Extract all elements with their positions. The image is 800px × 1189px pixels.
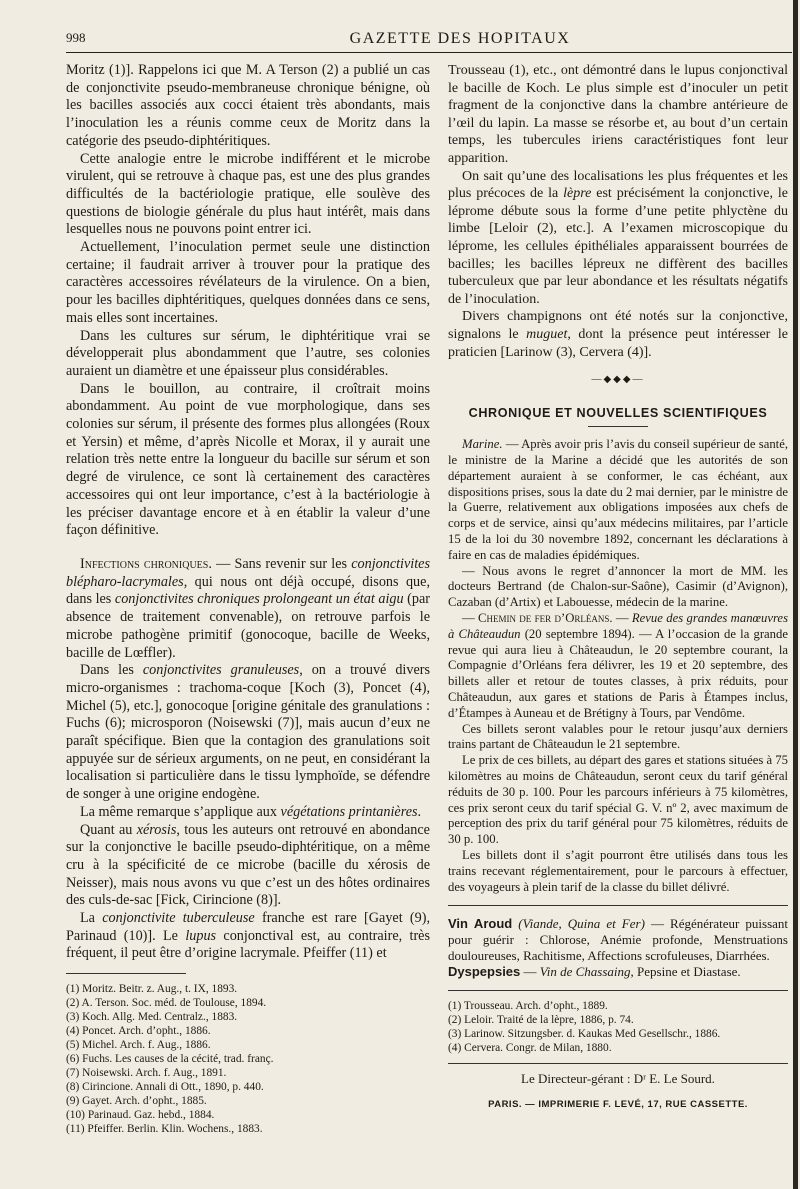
text-run: — — [612, 611, 632, 626]
section-ornament: —◆◆◆— — [591, 374, 645, 386]
footnote: (8) Cirincione. Annali di Ott., 1890, p. 440. — [66, 1081, 264, 1094]
text-run: — Sans revenir sur les — [211, 555, 352, 572]
paragraph: Ces billets seront valables pour le retour jusqu’aux derniers trains partant de Châteaudun le 21 septembre. — [448, 721, 788, 752]
text-run: — — [520, 964, 540, 980]
printer-imprint: PARIS. — IMPRIMERIE F. LEVÉ, 17, RUE CASSETTE. — [488, 1098, 748, 1110]
ad-title: Dyspepsies — [448, 964, 521, 980]
footnote: (5) Michel. Arch. f. Aug., 1886. — [66, 1039, 211, 1052]
section-lead: Infections chroniques. — [80, 555, 212, 572]
footnote: (1) Moritz. Beitr. z. Aug., t. IX, 1893. — [66, 983, 238, 996]
footnote-rule — [448, 990, 788, 991]
text-run: Quant au — [80, 821, 137, 838]
advertisements — [448, 905, 788, 980]
footnote: (4) Cervera. Congr. de Milan, 1880. — [448, 1042, 612, 1055]
text-run: , dont la présence peut intéresser le praticien [Larinow (3), Cervera (4)]. — [448, 326, 789, 360]
binding-edge — [793, 0, 798, 1189]
news-item-marine — [448, 437, 788, 563]
text-run: — Après avoir pris l’avis du conseil supérieur de santé, le ministre de la Marine a décidé que les autorités de son département auraient à se conformer, le cas échéant, aux dispositions prises, sous la date du 2 mai dernier, par le ministre de la Guerre, relativement aux obligations imposées aux chefs de corps et de service, ainsi qu’aux médecins militaires, par l’article 15 de la loi du 30 novembre 1892, concernant les déclarations à faire en cas de maladies épidémiques. — [448, 437, 788, 562]
footnote: (9) Gayet. Arch. d’opht., 1885. — [66, 1095, 207, 1108]
news-lead: — Chemin de fer d’Orléans. — [462, 611, 613, 626]
paragraph-infections-chroniques — [66, 556, 430, 662]
text-run: — Régénérateur puissant pour guérir : Chlorose, Anémie profonde, Menstruations douloureuses, Rachitisme, Affections scrofuleuses, Diarrhées. — [448, 916, 789, 964]
paragraph — [66, 804, 430, 822]
ad-vin-aroud — [448, 916, 788, 964]
paragraph — [66, 822, 430, 911]
text-run: On sait qu’une des localisations les plus fréquentes et les plus précoces de la — [448, 168, 788, 202]
paragraph — [448, 168, 788, 309]
footnote-rule — [66, 973, 186, 974]
footnote: (7) Noisewski. Arch. f. Aug., 1891. — [66, 1067, 227, 1080]
text-run: Divers champignons ont été notés sur la conjonctive, signalons le — [448, 309, 788, 342]
italic-term: (Viande, Quina et Fer) — [512, 916, 645, 932]
paragraph: Les billets dont il s’agit pourront être utilisés dans tous les trains recevant réglementairement, pour le parcours à effectuer, des voyageurs à plein tarif de la classe du billet délivré. — [448, 848, 788, 894]
paragraph: Moritz (1)]. Rappelons ici que M. A Terson (2) a publié un cas de conjonctivite pseudo-membraneuse chronique bénigne, où les bacilles associés aux cocci étaient très abondants, mais l’inoculation les a réunis comme ceux de Moritz dans la catégorie des pseudo-diphtéritiques. — [66, 62, 430, 149]
italic-term: conjonctivite tuberculeuse — [102, 910, 255, 927]
italic-term: conjonctivites granuleuses — [142, 662, 300, 679]
paragraph — [448, 308, 788, 361]
text-run: La même remarque s’applique aux — [80, 803, 281, 820]
italic-term: lèpre — [563, 186, 592, 202]
text-run: , on a trouvé divers micro-organismes : trachoma-coque [Koch (3), Poncet (4), Michel (5), etc.], gonocoque [origine génitale des granulations : Fuchs (6); microsporon (Noisewski (7)], mais aucun d’eux ne paraît spécifique. Bien que la contagion des granulations soit appuyée sur de sérieux arguments, on ne peut, en considérant la localisation si particulière dans le tissu lymphoïde, se défendre de songer à une origine endogène. — [66, 662, 430, 803]
footnote: (10) Parinaud. Gaz. hebd., 1884. — [66, 1109, 215, 1122]
right-column — [448, 62, 788, 1114]
left-footnotes — [66, 982, 430, 1136]
paragraph: Le prix de ces billets, au départ des gares et stations situées à 75 kilomètres au moins de Châteaudun, seront ceux du tarif général réduits de 30 p. 100. Pour les parcours inférieurs à 75 kilomètres, ces prix seront ceux du tarif spécial G. V. nº 2, avec maximum de perception des prix du tarif général pour 75 kilomètres, réduits de 30 p. 100. — [448, 753, 788, 847]
text-run: est précisément la conjonctive, le léprome débute sous la forme d’une petite phlyctène du limbe [Leloir (2), etc.]. A l’examen microscopique du léprome, les cellules épithéliales apparaissent bourrées de bacilles; les bacilles lépreux ne diffèrent des bacilles tuberculeux que par leur abondance et les résultats négatifs de l’inoculation. — [448, 186, 788, 307]
footnote: (2) A. Terson. Soc. méd. de Toulouse, 1894. — [66, 997, 267, 1010]
italic-term: conjonctivites blépharo-lacrymales — [66, 555, 430, 590]
paragraph: Trousseau (1), etc., ont démontré dans le lupus conjonctival le bacille de Koch. Le plus simple est d’inoculer un petit fragment de la conjonctive dans la chambre antérieure de l’œil du lapin. La masse se résorbe et, au bout d’un certain temps, les tubercules iriens caractéristiques font leur apparition. — [448, 63, 788, 166]
italic-term: conjonctivites chroniques prolongeant un état aigu — [114, 591, 404, 608]
paragraph: Dans le bouillon, au contraire, il croîtrait moins abondamment. Au point de vue morphologique, dans ses colonies sur sérum, il présente des formes plus allongées (Roux et Yersin) et même, d’après Nicolle et Morax, il y aurait une relation très nette entre la longueur du bacille sur sérum et son degré de virulence, ce sont là certainement des caractères accessoires qui ont leur importance, c’est à la bactériologie à les préciser davantage encore et à en établir la valeur d’une façon définitive. — [66, 380, 430, 539]
italic-term: muguet — [526, 326, 568, 342]
paragraph: Actuellement, l’inoculation permet seule une distinction certaine; il faudrait arriver à trouver pour la pratique des caractères accessoires révélateurs de la virulence. On a bien, pour les bacilles diphtéritiques, quelques données dans ce sens, mais elles sont incertaines. — [66, 239, 430, 326]
italic-term: lupus — [185, 927, 217, 944]
ad-dyspepsies — [448, 964, 788, 980]
footnote: (2) Leloir. Traité de la lèpre, 1886, p. 74. — [448, 1014, 634, 1027]
news-item-railway — [448, 611, 788, 722]
spacer — [66, 540, 430, 556]
text-run: Dans les — [80, 662, 143, 679]
italic-term: Vin de Chassaing — [539, 964, 631, 980]
text-run: , Pepsine et Diastase. — [630, 964, 741, 980]
news-block — [448, 437, 788, 895]
paragraph — [66, 662, 430, 804]
footnote: (3) Koch. Allg. Med. Centralz., 1883. — [66, 1011, 238, 1024]
header-rule — [66, 52, 792, 53]
text-run: franche est rare [Gayet (9), Parinaud (10)]. Le — [66, 910, 431, 944]
paragraph: Dans les cultures sur sérum, le diphtéritique vrai se développerait plus abondamment que l’autre, ses colonies auraient un diamètre et une épaisseur plus considérables. — [66, 327, 430, 379]
text-run: conjonctival est, au contraire, très fréquent, il peut être d’origine lacrymale. Pfeiffer (11) et — [66, 927, 430, 962]
footnote: (3) Larinow. Sitzungsber. d. Kaukas Med Gesellschr., 1886. — [448, 1028, 721, 1041]
signature: Le Directeur-gérant : Dʳ E. Le Sourd. — [448, 1063, 788, 1088]
footnote: (6) Fuchs. Les causes de la cécité, trad. franç. — [66, 1053, 274, 1066]
text-run: , tous les auteurs ont retrouvé en abondance sur la conjonctive le bacille pseudo-diphtéritique, on a même cru à la spécificité de ce microbe (bacille du xérosis de Neisser), mais nous avons vu que c’est un des hôtes ordinaires des culs-de-sac [Fick, Cirincione (8)]. — [66, 821, 430, 909]
news-lead: Marine. — [462, 437, 503, 452]
ad-title: Vin Aroud — [448, 916, 513, 932]
section-rule — [588, 426, 648, 427]
section-title: CHRONIQUE ET NOUVELLES SCIENTIFIQUES — [468, 405, 768, 420]
paragraph: Cette analogie entre le microbe indifférent et le microbe virulent, qui se retrouve à chaque pas, est une des plus grandes difficultés de la bactériologie pratique, elle soulève des questions de biologie générale du plus haut intérêt, mais dans lesquelles nous ne pouvons point entrer ici. — [66, 150, 430, 238]
footnote: (4) Poncet. Arch. d’opht., 1886. — [66, 1025, 211, 1038]
text-run: (par absence de traitement convenable), on retrouve parfois le microbe pathogène primitif (gonocoque, bacille de Weeks, bacille de Lœffler). — [66, 591, 430, 661]
running-head: GAZETTE DES HOPITAUX — [349, 30, 571, 47]
text-run: La — [80, 910, 103, 927]
text-run: , qui nous ont déjà occupé, disons que, dans les — [66, 573, 430, 608]
italic-term: xérosis — [136, 821, 177, 838]
right-footnotes — [448, 999, 788, 1055]
text-run: (20 septembre 1894). — A l’occasion de la grande revue qui aura lieu à Châteaudun, le 20 septembre courant, la Compagnie d’Orléans fera délivrer, les 19 et 20 septembre, des billets aller et retour de toutes classes, à prix réduits, pour Châteaudun, aux gares et stations de Paris à Étampes inclus, d’Étampes à Auneau et de Brétigny à Tours, par Vendôme. — [448, 626, 788, 720]
italic-term: végétations printanières — [280, 803, 418, 820]
text-run: . — [417, 803, 422, 820]
left-column — [66, 62, 430, 1136]
footnote: (1) Trousseau. Arch. d’opht., 1889. — [448, 1000, 608, 1013]
page-number: 998 — [66, 30, 86, 45]
news-item-obituary: — Nous avons le regret d’annoncer la mort de MM. les docteurs Bertrand (de Chalon-sur-Saône), Casimir (d’Avignon), Cazaban (d’Artix) et Labouesse, médecin de la marine. — [448, 563, 788, 610]
footnote: (11) Pfeiffer. Berlin. Klin. Wochens., 1883. — [66, 1123, 263, 1136]
paragraph — [66, 910, 430, 963]
italic-term: Revue des grandes manœuvres à Châteaudun — [448, 611, 789, 641]
